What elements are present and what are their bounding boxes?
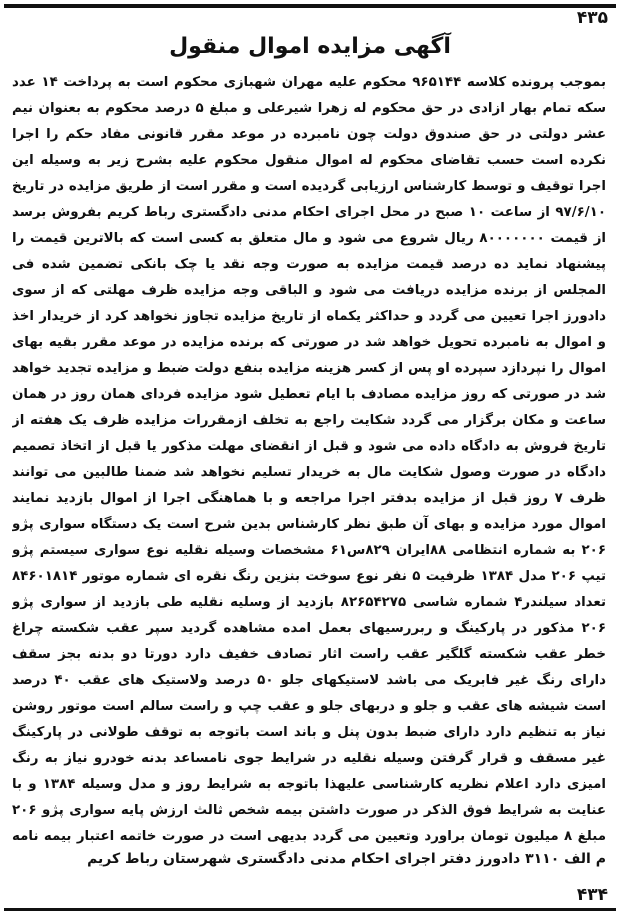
page-number-bottom: ۴۳۴ xyxy=(576,885,608,905)
bottom-rule xyxy=(4,908,616,911)
notice-body: بموجب پرونده کلاسه ۹۶۵۱۴۴ محکوم علیه مهران شهبازی محکوم است به پرداخت ۱۴ عدد سکه تمام بهار ازادی در حق محکوم له زهرا شیرعلی و مبلغ ۵ درصد محکوم به بعنوان نیم عشر دولتی در حق صندوق دولت چون نامبرده در موعد مقرر قانونی مفاد حکم را اجرا نکرده است حسب تقاضای محکوم له اموال منقول محکوم علیه بشرح زیر به وسیله این اجرا توقیف و توسط کارشناس ارزیابی گردیده است و مقرر است از طریق مزایده در تاریخ ۹۷/۶/۱۰ از ساعت ۱۰ صبح در محل اجرای احکام مدنی دادگستری رباط کریم بفروش برسد از قیمت ۸۰۰۰۰۰۰۰ ریال شروع می شود و مال متعلق به کسی است که بالاترین قیمت را پیشنهاد نماید ده درصد قیمت مزایده به صورت وجه نقد یا چک بانکی تضمین شده فی المجلس از برنده مزایده دریافت می شود و الباقی وجه مزایده ظرف مهلتی که از سوی دادورز اجرا تعیین می گردد و حداکثر یکماه از تاریخ مزایده تجاوز نخواهد کرد از خریدار اخذ و اموال به نامبرده تحویل خواهد شد در صورتی که برنده مزایده در موعد مقرر بقیه بهای اموال را نپردازد سپرده او پس از کسر هزینه مزایده بنفع دولت ضبط و مزایده تجدید خواهد شد در صورتی که روز مزایده مصادف با ایام تعطیل شود مزایده فردای همان روز در همان ساعت و مکان برگزار می گردد شکایت راجع به تخلف ازمقررات مزایده ظرف یک هفته از تاریخ فروش به دادگاه داده می شود و قبل از انقضای مهلت مذکور یا قبل از اتخاذ تصمیم دادگاه در صورت وصول شکایت مال به خریدار تسلیم نخواهد شد ضمنا طالبین می توانند ظرف ۷ روز قبل از مزایده بدفتر اجرا مراجعه و با هماهنگی اجرا از اموال بازدید نمایند اموال مورد مزایده و بهای آن طبق نظر کارشناس بدین شرح است یک دستگاه سواری پژو ۲۰۶ به شماره انتظامی ۸۸ایران ۸۲۹س۶۱ مشخصات وسیله نقلیه نوع سواری سیستم پژو تیپ ۲۰۶ مدل ۱۳۸۴ ظرفیت ۵ نفر نوع سوخت بنزین رنگ نقره ای شماره موتور ۸۴۶۰۱۸۱۴ تعداد سیلندر۴ شماره شاسی ۸۲۶۵۴۲۷۵ بازدید از وسلیه نقلیه طی بازدید از سواری پژو ۲۰۶ مذکور در پارکینگ و ربررسیهای بعمل امده مشاهده گردید سپر عقب شکسته چراغ خطر عقب شکسته گلگیر عقب راست اثار تصادف خفیف دارد دورتا دو بدنه بجز سقف دارای رنگ غیر فابریک می باشد لاستیکهای جلو ۵۰ درصد ولاستیک های عقب ۴۰ درصد است شیشه های عقب و جلو و دربهای جلو و عقب چپ و راست سالم است موتور روشن نیاز به تنظیم دارد دارای ضبط بدون پنل و باند است باتوجه به توقف طولانی در پارکینگ غیر مسقف و قرار گرفتن وسیله نقلیه در شرایط جوی نامساعد بدنه خودرو نیاز به رنگ امیزی دارد اعلام نظریه کارشناسی علیهذا باتوجه به شرایط روز و مدل وسیله ۱۳۸۴ و با عنایت به شرایط فوق الذکر در صورت داشتن بیمه شخص ثالث ارزش پایه سواری پژو ۲۰۶ مبلغ ۸ میلیون تومان براورد وتعیین می گردد بدیهی است در صورت خاتمه اعتبار بیمه نامه xyxy=(12,75,606,844)
notice-title: آگهی مزایده اموال منقول xyxy=(169,34,451,59)
page-number-top: ۴۳۵ xyxy=(576,8,608,28)
top-rule xyxy=(4,4,616,8)
notice-signature: م الف ۳۱۱۰ دادورز دفتر اجرای احکام مدنی دادگستری شهرستان رباط کریم xyxy=(87,851,606,867)
